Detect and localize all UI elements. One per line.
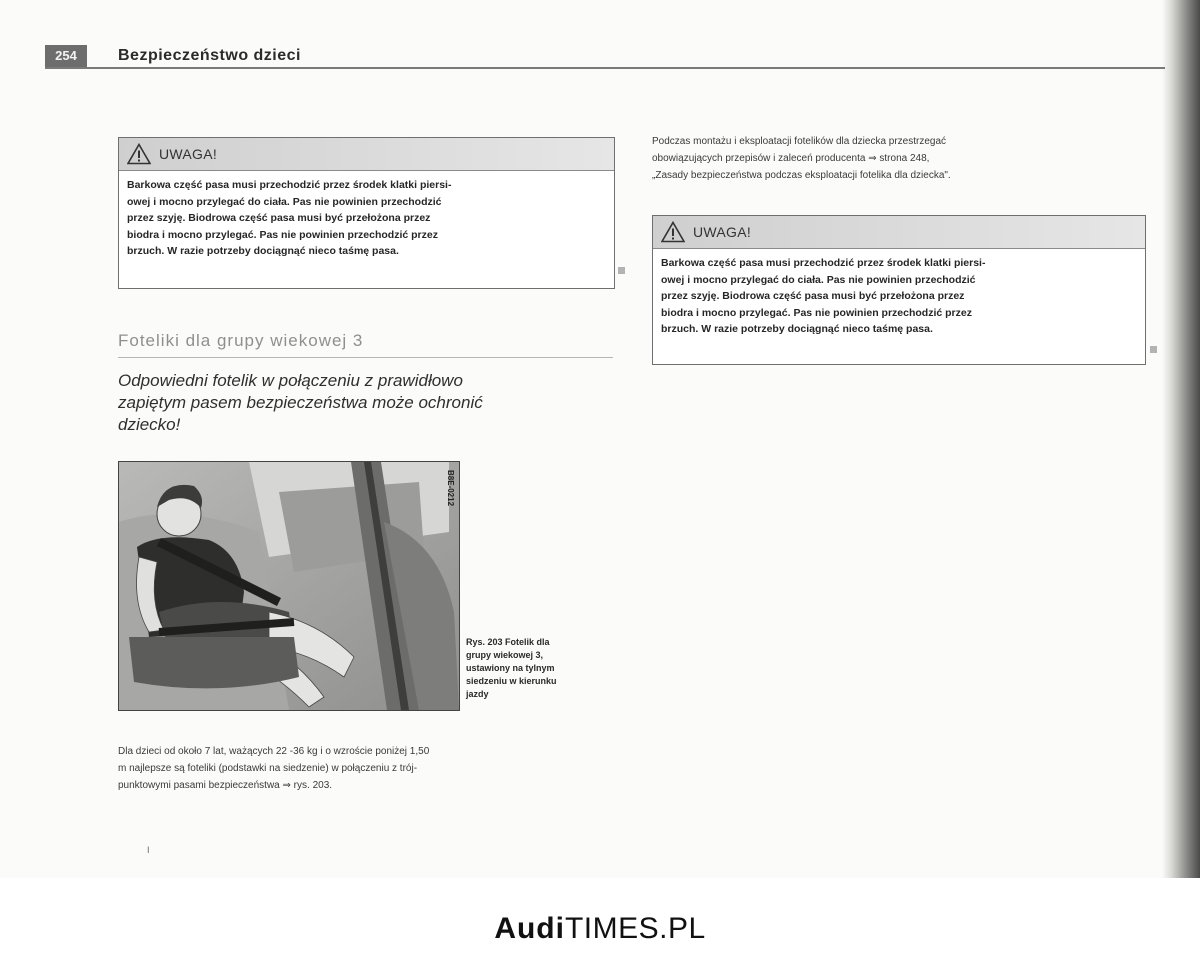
warning-line: przez szyję. Biodrowa część pasa musi być przełożona przez bbox=[127, 212, 431, 224]
book-spine-shadow bbox=[1162, 0, 1200, 878]
warning-header bbox=[653, 216, 1145, 249]
warning-line: biodra i mocno przylegać. Pas nie powinien przechodzić przez bbox=[127, 228, 438, 241]
section-end-mark bbox=[1150, 346, 1157, 353]
section-end-mark bbox=[618, 267, 625, 274]
warning-triangle-icon bbox=[661, 221, 685, 243]
warning-box-left bbox=[118, 137, 615, 289]
lead-line: Odpowiedni fotelik w połączeniu z prawidłowo bbox=[118, 371, 463, 390]
warning-text bbox=[653, 249, 1145, 344]
body-paragraph-left bbox=[118, 743, 618, 794]
warning-line: brzuch. W razie potrzeby dociągnąć nieco taśmę pasa. bbox=[127, 245, 399, 257]
caption-line: grupy wiekowej 3, bbox=[466, 650, 544, 660]
lead-line: zapiętym pasem bezpieczeństwa może ochronić bbox=[118, 393, 483, 412]
page-number: 254 bbox=[45, 45, 87, 67]
warning-box-right bbox=[652, 215, 1146, 365]
warning-line: Barkowa część pasa musi przechodzić przez środek klatki piersi- bbox=[661, 257, 986, 269]
lead-line: dziecko! bbox=[118, 415, 181, 434]
header-divider bbox=[45, 67, 1165, 69]
caption-line: jazdy bbox=[466, 689, 489, 699]
warning-line: Barkowa część pasa musi przechodzić przez środek klatki piersi- bbox=[127, 179, 452, 191]
audi-times-logo bbox=[0, 912, 1200, 946]
warning-title: UWAGA! bbox=[159, 146, 218, 162]
warning-text bbox=[119, 171, 614, 266]
brand-bold: Audi bbox=[494, 912, 565, 945]
brand-light: TIMES.PL bbox=[564, 912, 706, 945]
lead-paragraph bbox=[118, 370, 588, 436]
caption-line: siedzeniu w kierunku bbox=[466, 676, 557, 686]
body-line: m najlepsze są foteliki (podstawki na siedzenie) w połączeniu z trój- bbox=[118, 763, 418, 774]
warning-line: brzuch. W razie potrzeby dociągnąć nieco taśmę pasa. bbox=[661, 323, 933, 335]
caption-line: ustawiony na tylnym bbox=[466, 663, 555, 673]
warning-line: biodra i mocno przylegać. Pas nie powinien przechodzić przez bbox=[661, 306, 972, 319]
body-paragraph-right bbox=[652, 133, 1157, 184]
warning-triangle-icon bbox=[127, 143, 151, 165]
body-line: „Zasady bezpieczeństwa podczas eksploatacji fotelika dla dziecka". bbox=[652, 170, 951, 181]
body-line: Podczas montażu i eksploatacji fotelików dla dziecka przestrzegać bbox=[652, 136, 947, 147]
caption-line: Rys. 203 Fotelik dla bbox=[466, 637, 550, 647]
warning-header bbox=[119, 138, 614, 171]
body-line: obowiązujących przepisów i zaleceń producenta ⇒ strona 248, bbox=[652, 153, 930, 164]
figure-child-seat-illustration bbox=[118, 461, 460, 711]
child-seat-drawing bbox=[119, 462, 459, 710]
warning-line: owej i mocno przylegać do ciała. Pas nie powinien przechodzić bbox=[127, 195, 442, 208]
warning-line: owej i mocno przylegać do ciała. Pas nie powinien przechodzić bbox=[661, 273, 976, 286]
figure-caption bbox=[466, 636, 596, 701]
body-line: punktowymi pasami bezpieczeństwa ⇒ rys. 203. bbox=[118, 780, 333, 791]
figure-code: B8E-0212 bbox=[446, 470, 455, 507]
page-title: Bezpieczeństwo dzieci bbox=[118, 47, 301, 64]
section-heading: Foteliki dla grupy wiekowej 3 bbox=[118, 331, 613, 358]
stray-mark: I bbox=[147, 845, 150, 855]
warning-line: przez szyję. Biodrowa część pasa musi być przełożona przez bbox=[661, 290, 965, 302]
body-line: Dla dzieci od około 7 lat, ważących 22 -36 kg i o wzroście poniżej 1,50 bbox=[118, 746, 430, 757]
warning-title: UWAGA! bbox=[693, 224, 752, 240]
